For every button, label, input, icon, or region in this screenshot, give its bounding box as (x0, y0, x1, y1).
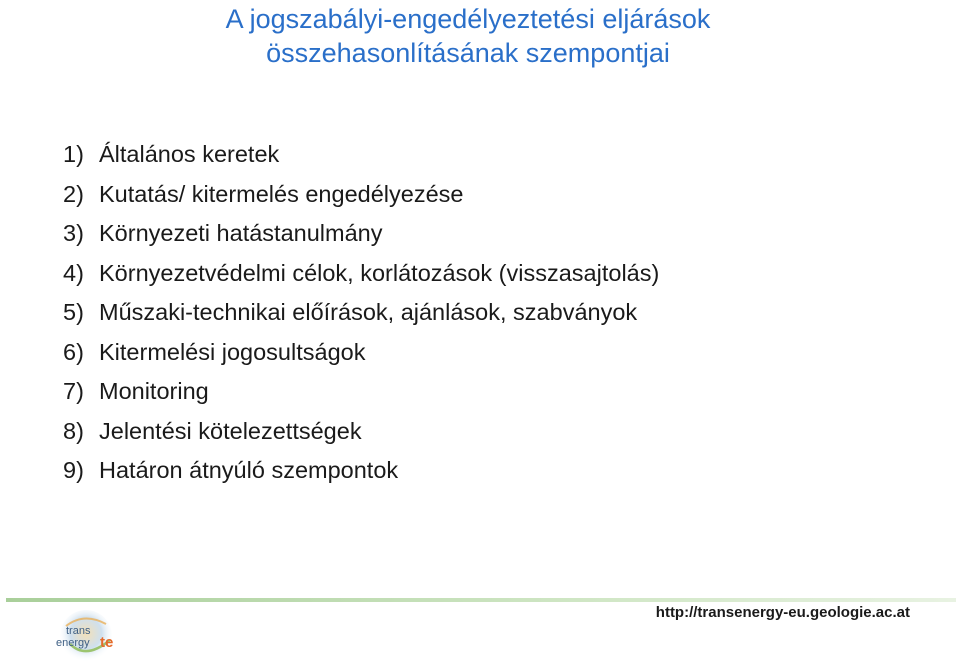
list-item (63, 412, 659, 452)
item-number: 9) (63, 457, 84, 483)
list-item (63, 214, 659, 254)
logo-text-trans: trans (66, 625, 91, 637)
list-item (63, 333, 659, 373)
item-number: 4) (63, 259, 84, 286)
list-item (63, 175, 659, 215)
item-text: Környezetvédelmi célok, korlátozások (visszasajtolás) (99, 259, 660, 286)
item-text: Jelentési kötelezettségek (99, 417, 362, 444)
item-text: Kitermelési jogosultságok (99, 338, 366, 365)
footer-divider (6, 598, 956, 602)
logo-text-te: te (100, 634, 114, 651)
criteria-list (63, 135, 659, 491)
list-item (63, 451, 659, 491)
item-number: 8) (63, 417, 84, 444)
slide-title (0, 2, 936, 70)
item-text: Monitoring (99, 378, 209, 404)
item-text: Kutatás/ kitermelés engedélyezése (99, 180, 464, 207)
title-line-1: A jogszabályi-engedélyeztetési eljárások (225, 4, 711, 34)
item-number: 6) (63, 338, 84, 365)
footer-url[interactable]: http://transenergy-eu.geologie.ac.at (655, 604, 910, 621)
item-text: Határon átnyúló szempontok (99, 457, 399, 483)
item-text: Környezeti hatástanulmány (99, 220, 383, 246)
item-number: 2) (63, 180, 84, 207)
transenergy-logo-icon (52, 610, 124, 664)
item-number: 5) (63, 299, 84, 325)
title-line-2: összehasonlításának szempontjai (266, 38, 670, 68)
item-text: Általános keretek (99, 141, 280, 167)
list-item (63, 254, 659, 294)
item-number: 1) (63, 141, 84, 167)
list-item (63, 135, 659, 175)
list-item (63, 293, 659, 333)
logo-text-energy: energy (56, 637, 90, 649)
item-number: 7) (63, 378, 84, 404)
item-text: Műszaki-technikai előírások, ajánlások, szabványok (99, 299, 638, 325)
list-item (63, 372, 659, 412)
item-number: 3) (63, 220, 84, 246)
